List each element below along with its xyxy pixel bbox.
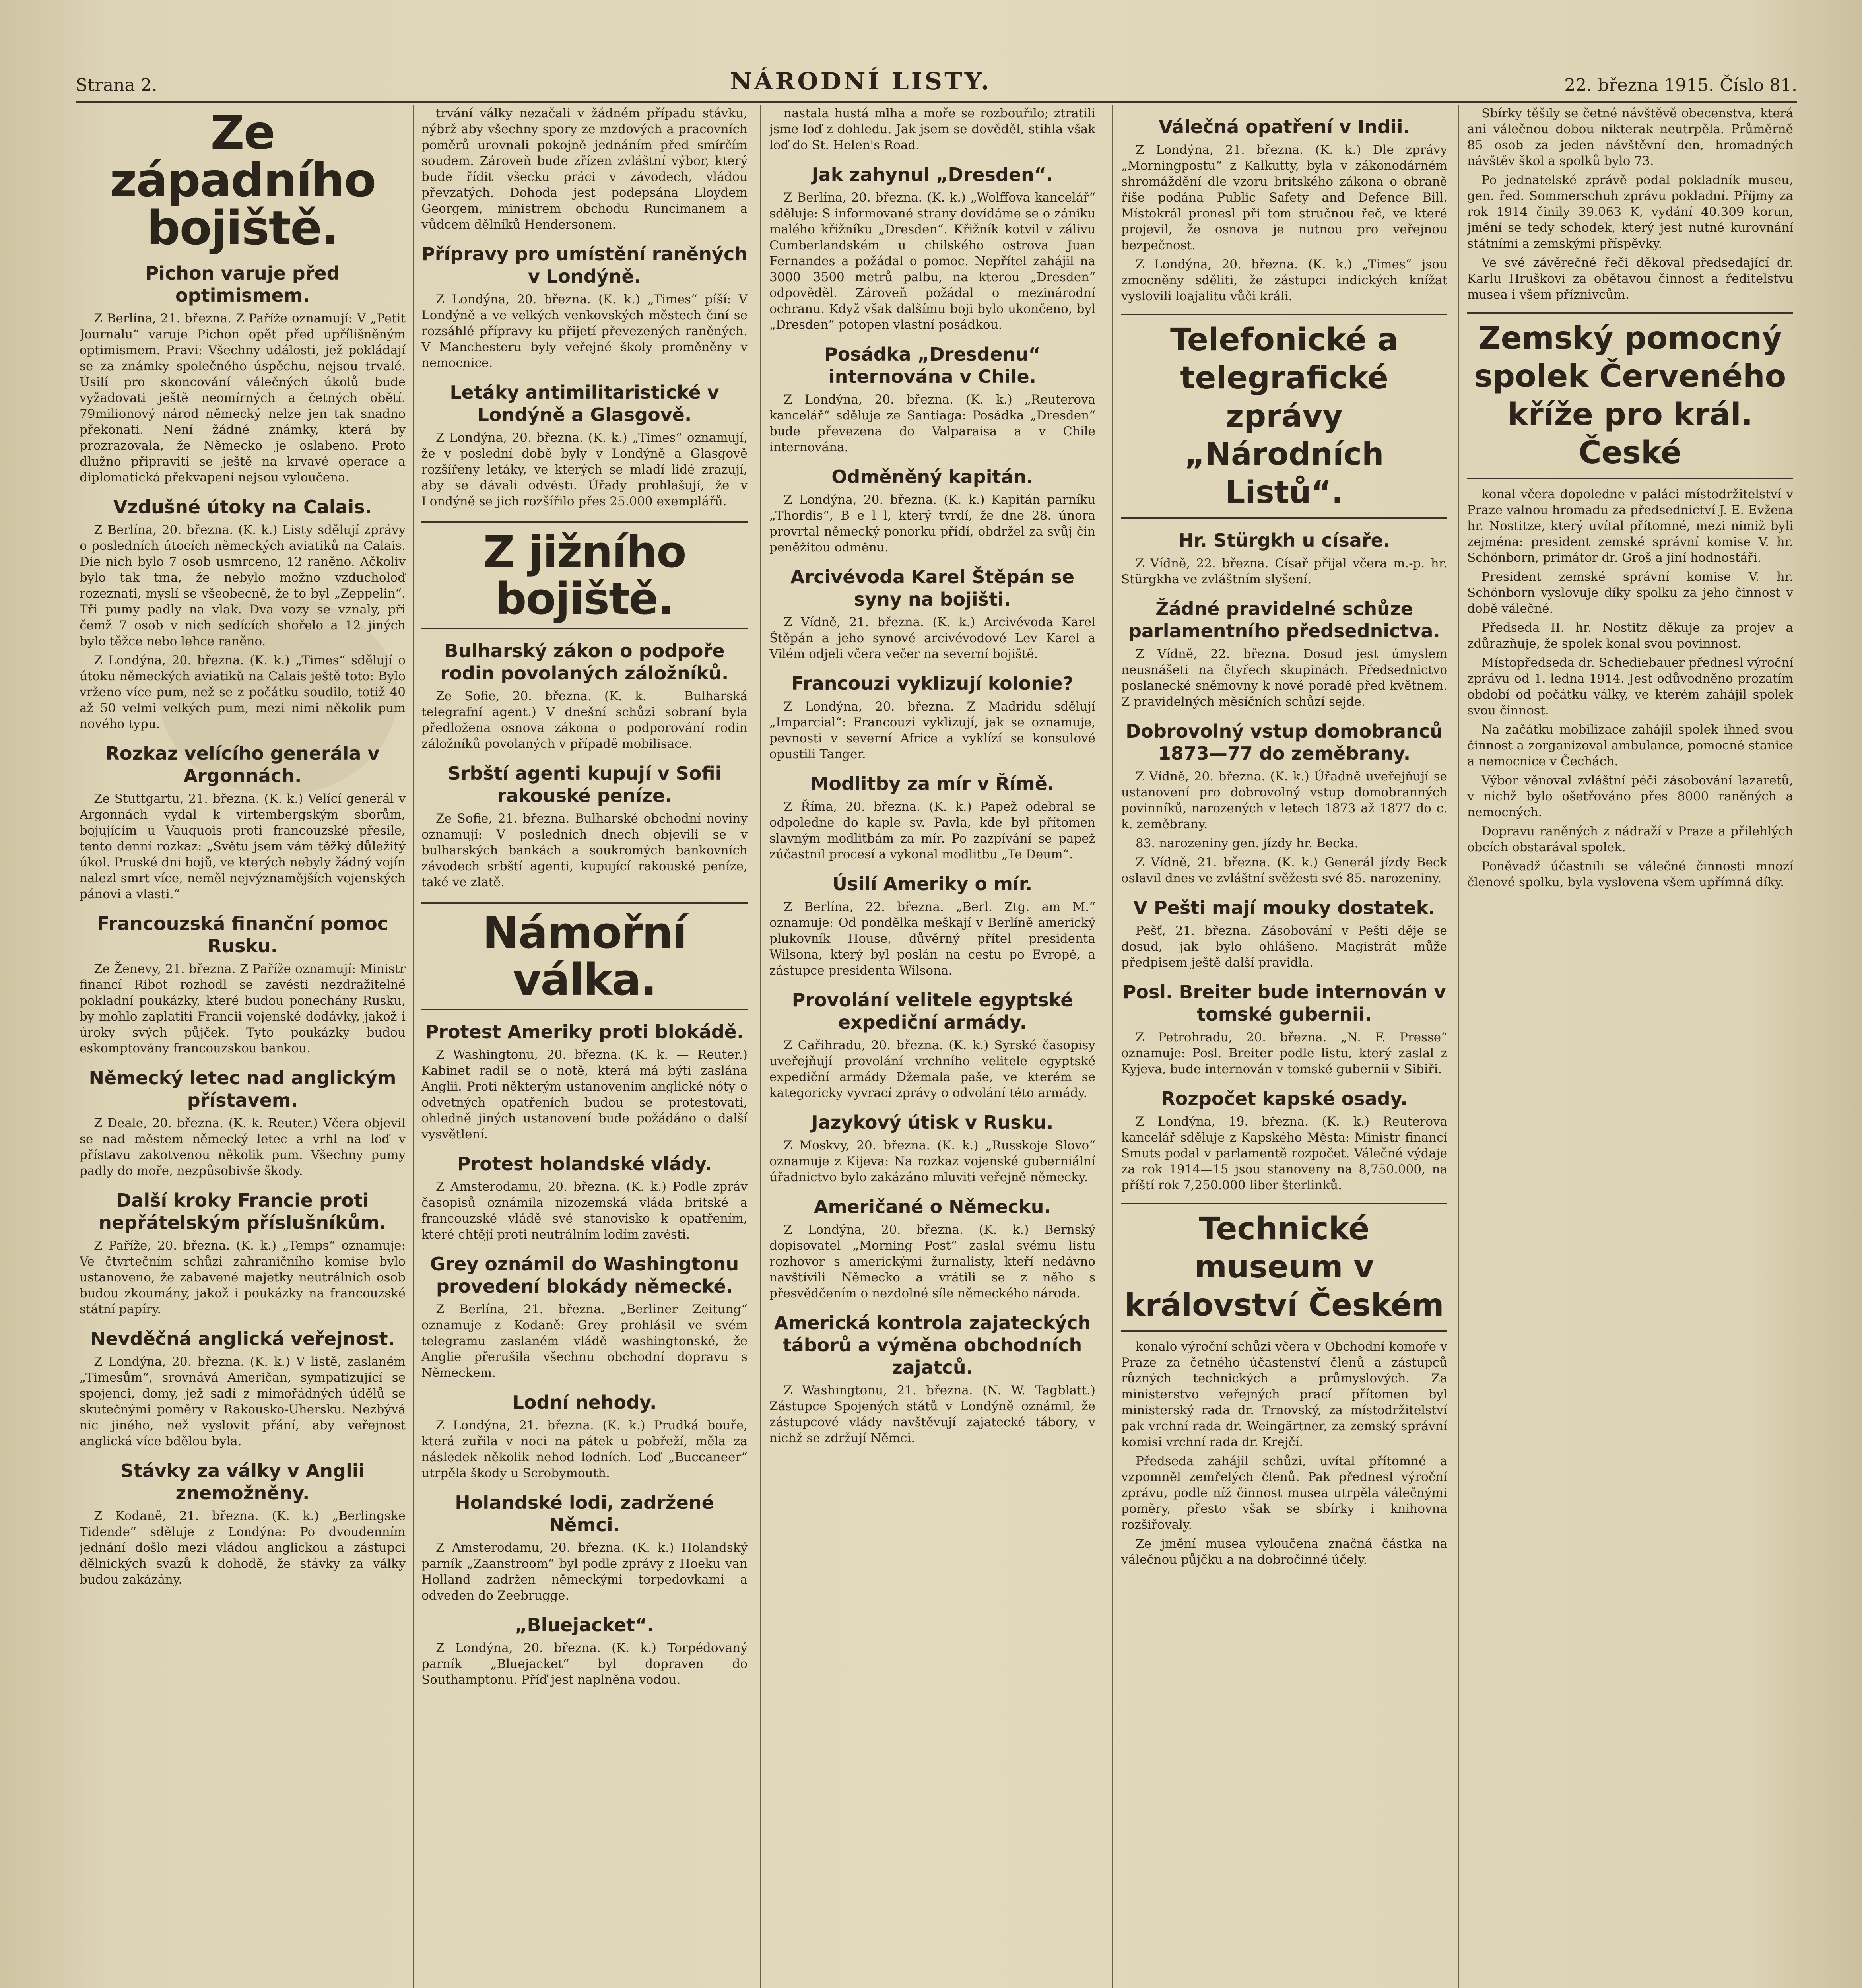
article-paragraph: Ze Ženevy, 21. března. Z Paříže oznamují: Ministr financí Ribot rozhodl se zavésti nezdražitelné pokladní poukázky, které budou ponechány Rusku, by mohlo zaplatiti Francii vojenské dodávky, jakož i úroky svých půjček. Tyto poukázky budou eskomptovány francouzskou bankou. — [80, 962, 406, 1056]
article-headline: Stávky za války v Anglii znemožněny. — [120, 1460, 365, 1504]
article-headline: Bulharský zákon o podpoře rodin povolaných záložníků. — [440, 640, 729, 684]
article-paragraph: Ze jmění musea vyloučena značná částka na válečnou půjčku a na dobročinné účely. — [1121, 1537, 1447, 1567]
article-paragraph: Z Cařihradu, 20. března. (K. k.) Syrské časopisy uveřejňují provolání vrchního velitele egyptské expediční armády Džemala paše, ve kterém se kategoricky vyvrací zprávy o odvolání této armády. — [769, 1038, 1095, 1100]
article-headline: Protest holandské vlády. — [457, 1153, 712, 1175]
article-headline: Přípravy pro umístění raněných v Londýně. — [421, 243, 748, 287]
article-paragraph: Po jednatelské zprávě podal pokladník museu, gen. řed. Sommerschuh zprávu pokladní. Příjmy za rok 1914 činily 39.063 K, vydání 40.309 korun, jmění se tedy schodek, který jest nutné kurovnání státními a zemskými příspěvky. — [1467, 173, 1793, 251]
article-paragraph: Z Berlína, 22. března. „Berl. Ztg. am M.“ oznamuje: Od pondělka meškají v Berlíně americký plukovník House, důvěrný přítel presidenta Wilsona, který byl poslán na cestu po Evropě, a zástupce presidenta Wilsona. — [769, 900, 1095, 978]
article-headline: Rozpočet kapské osady. — [1161, 1088, 1408, 1109]
article-paragraph: Z Berlína, 20. března. (K. k.) „Wolffova kancelář“ sděluje: S informované strany dovídáme se o zániku malého křižníku „Dresden“. Křižník kotvil v zálivu Cumberlandském u chilského ostrova Juan Fernandes a požádal o pomoc. Nepřítel zahájil na 3000—3500 metrů palbu, na kterou „Dresden“ odpověděl. Zároveň požádal o mezinárodní ochranu. Když však dalšímu boji bylo ukončeno, byl „Dresden“ potopen vlastní posádkou. — [769, 190, 1095, 332]
article-paragraph: Z Washingtonu, 20. března. (K. k. — Reuter.) Kabinet radil se o notě, která má býti zaslána Anglii. Proti některým ustanovením anglické nóty o odvetných opatřeních budou se protestovati, ohledně jiných ustanovení bude požádáno o další vysvětlení. — [421, 1048, 748, 1142]
article-headline: Odměněný kapitán. — [831, 466, 1033, 487]
article-headline: Hr. Stürgkh u císaře. — [1178, 530, 1390, 551]
section-title: Námořní válka. — [421, 902, 748, 1010]
article-paragraph: Z Londýna, 19. března. (K. k.) Reuterova kancelář sděluje z Kapského Města: Ministr financí Smuts podal v parlamentě rozpočet. Válečné výdaje za rok 1914—15 jsou stanoveny na 8,750.000, na příští rok 7,250.000 liber šterlinků. — [1121, 1114, 1447, 1192]
article-paragraph: Místopředseda dr. Schediebauer přednesl výroční zprávu od 1. ledna 1914. Jest odůvodněno prozatím období od počátku války, ve kterém zahájil spolek svou činnost. — [1467, 656, 1793, 718]
article-paragraph: Z Londýna, 20. března. (K. k.) „Reuterova kancelář“ sděluje ze Santiaga: Posádka „Dresden“ bude převezena do Valparaisa a v Chile internována. — [769, 392, 1095, 454]
article-paragraph: Z Petrohradu, 20. března. „N. F. Presse“ oznamuje: Posl. Breiter podle listu, který zaslal z Kyjeva, bude internován v tomské gubernii v Sibiři. — [1121, 1030, 1447, 1076]
section-banner: Telefonické a telegrafické zprávy „Národních Listů“. — [1121, 314, 1447, 519]
article-paragraph: Ze Stuttgartu, 21. března. (K. k.) Velící generál v Argonnách vydal k virtembergským sborům, bojujícím u Vauquois proti francouzské přesile, tento denní rozkaz: „Světu jsem vám těžký důležitý úkol. Pruské dni bojů, ve kterých nebyly žádný vojín nalezl smrt více, neměl nejvýznamějších vojenských pánovi a vlasti.“ — [80, 792, 406, 901]
article-headline: Válečná opatření v Indii. — [1159, 116, 1410, 138]
article-headline: Posádka „Dresdenu“ internována v Chile. — [824, 344, 1041, 387]
column-4 — [1121, 105, 1447, 1988]
article-paragraph: Z Londýna, 20. března. (K. k.) Kapitán parníku „Thordis“, B e l l, který tvrdí, že dne 28. února provrtal německý ponorku přídí, obdržel za svůj čin peněžitou odměnu. — [769, 493, 1095, 555]
article-paragraph: Z Londýna, 21. března. (K. k.) Prudká bouře, která zuřila v noci na pátek u pobřeží, měla za následek několik nehod lodních. Loď „Buccaneer“ utrpěla škody u Scrobymouth. — [421, 1418, 748, 1480]
article-headline: Holandské lodi, zadržené Němci. — [455, 1492, 714, 1536]
masthead: NÁRODNÍ LISTY. — [730, 68, 992, 95]
article-paragraph: Ze Sofie, 21. března. Bulharské obchodní noviny oznamují: V posledních dnech objevili se v bulharských bankách a soukromých bankovních závodech srbští agenti, kupující rakouské peníze, také ve zlatě. — [421, 812, 748, 889]
article-headline: Provolání velitele egyptské expediční armády. — [792, 989, 1073, 1033]
article-headline: Jak zahynul „Dresden“. — [812, 164, 1053, 185]
article-paragraph: Z Kodaně, 21. března. (K. k.) „Berlingske Tidende“ sděluje z Londýna: Po dvoudenním jednání došlo mezi vládou anglickou a zástupci dělnických svazů k dohodě, že stávky za války budou zakázány. — [80, 1509, 406, 1587]
article-headline: Pichon varuje před optimismem. — [145, 262, 340, 306]
article-paragraph: Z Vídně, 21. března. (K. k.) Generál jízdy Beck oslavil dnes ve zvláštní svěžesti své 85. narozeniny. — [1121, 855, 1447, 885]
article-headline: Dobrovolný vstup domobranců 1873—77 do zeměbrany. — [1126, 720, 1443, 764]
article-paragraph: Z Londýna, 20. března. (K. k.) Bernský dopisovatel „Morning Post“ zaslal svému listu rozhovor s americkými žurnalisty, kteří nedávno navštívili Německo a vrátili se z něho s přesvědčením o nezdolné síle německého národa. — [769, 1223, 1095, 1301]
article-paragraph: Z Londýna, 20. března. Z Madridu sdělují „Imparcial“: Francouzi vyklizují, jak se oznamuje, pevnosti v severní Africe a vyklízí se konsulové opustili Tanger. — [769, 699, 1095, 761]
article-headline: Lodní nehody. — [512, 1392, 657, 1413]
section-title: Ze západního bojiště. — [109, 105, 376, 255]
article-paragraph: Na začátku mobilizace zahájil spolek ihned svou činnost a zorganizoval ambulance, pomocné stanice a nemocnice v Čechách. — [1467, 722, 1793, 769]
article-headline: Francouzi vyklizují kolonie? — [791, 673, 1074, 694]
article-paragraph: Z Paříže, 20. března. (K. k.) „Temps“ oznamuje: Ve čtvrtečním schůzi zahraničního komise bylo ustanoveno, že zabavené majetky neutrálních osob budou zkoumány, jakož i poukázky na francouzské státní papíry. — [80, 1239, 406, 1316]
issue-date: 22. března 1915. Číslo 81. — [1564, 75, 1797, 95]
article-headline: Úsilí Ameriky o mír. — [832, 873, 1033, 895]
column-2 — [421, 105, 748, 1988]
article-paragraph: Z Londýna, 21. března. (K. k.) Dle zprávy „Morningpostu“ z Kalkutty, byla v zákonodárném shromáždění dle vzoru britského zákona o obraně říše podána Public Safety and Defence Bill. Místokrál pronesl při tom stručnou řeč, ve které projevil, že osnova je nutnou pro veřejnou bezpečnost. — [1121, 143, 1447, 252]
article-headline: Posl. Breiter bude internován v tomské gubernii. — [1122, 981, 1446, 1025]
article-paragraph: Předseda II. hr. Nostitz děkuje za projev a zdůrazňuje, že spolek konal svou povinnost. — [1467, 621, 1793, 651]
article-paragraph: Z Deale, 20. března. (K. k. Reuter.) Včera objevil se nad městem německý letec a vrhl na loď v přístavu zakotvenou několik pum. Všechny pumy padly do moře, nezpůsobivše škody. — [80, 1116, 406, 1178]
article-paragraph: Z Vídně, 22. března. Dosud jest úmyslem neusnášeti na čtyřech skupinách. Předsednictvo poslanecké sněmovny k nové poradě před květnem. Z pravidelných měsíčních schůzí sejde. — [1121, 647, 1447, 709]
article-headline: Letáky antimilitaristické v Londýně a Glasgově. — [450, 382, 719, 425]
article-headline: Modlitby za mír v Římě. — [810, 773, 1054, 794]
article-paragraph: Z Vídně, 22. března. Císař přijal včera m.-p. hr. Stürgkha ve zvláštním slyšení. — [1121, 556, 1447, 586]
article-headline: Arcivévoda Karel Štěpán se syny na bojišti. — [790, 566, 1075, 610]
section-banner: Zemský pomocný spolek Červeného kříže pro král. České — [1467, 312, 1793, 479]
column-5 — [1467, 105, 1793, 1988]
article-paragraph: Z Říma, 20. března. (K. k.) Papež odebral se odpoledne do kaple sv. Pavla, kde byl přítomen slavným modlitbám za mír. Po zazpívání se papež zúčastnil procesí a vykonal modlitbu „Te Deum“. — [769, 800, 1095, 862]
article-headline: Nevděčná anglická veřejnost. — [90, 1328, 395, 1349]
article-paragraph: Z Washingtonu, 21. března. (N. W. Tagblatt.) Zástupce Spojených států v Londýně oznámil, že zástupcové vlády navštěvují zajatecké tábory, v nichž se zdržují Němci. — [769, 1383, 1095, 1445]
article-headline: Žádné pravidelné schůze parlamentního předsednictva. — [1128, 598, 1440, 642]
article-paragraph: Z Vídně, 21. března. (K. k.) Arcivévoda Karel Štěpán a jeho synové arcivévodové Lev Karel a Vilém odjeli včera večer na severní bojiště. — [769, 615, 1095, 661]
article-paragraph: Z Vídně, 20. března. (K. k.) Úřadně uveřejňují se ustanovení pro dobrovolný vstup domobranných povinníků, narozených v letech 1873 až 1877 do c. k. zeměbrany. — [1121, 769, 1447, 831]
article-paragraph: Výbor věnoval zvláštní péči zásobování lazaretů, v nichž bylo ošetřováno přes 8000 raněných a nemocných. — [1467, 773, 1793, 819]
article-paragraph: Z Amsterodamu, 20. března. (K. k.) Podle zpráv časopisů oznámila nizozemská vláda britské a francouzské vládě své stanovisko k opatřením, které chtějí proti neutrálním lodím zavésti. — [421, 1180, 748, 1242]
article-paragraph: Z Berlína, 20. března. (K. k.) Listy sdělují zprávy o posledních útocích německých aviatiků na Calais. Die nich bylo 7 osob usmrceno, 12 raněno. Ačkoliv bylo tak tma, že nebylo možno vzducholoď rozeznati, myslí se všeobecně, že to byl „Zeppelin“. Tři pumy padly na vlak. Dva vozy se vznaly, při čemž 7 osob v nich sedících shořelo a 12 jiných bylo těžce nebo lehce raněno. — [80, 523, 406, 648]
article-paragraph: President zemské správní komise V. hr. Schönborn vyslovuje díky spolku za jeho činnost v době válečné. — [1467, 570, 1793, 616]
article-paragraph: 83. narozeniny gen. jízdy hr. Becka. — [1136, 836, 1359, 850]
article-paragraph: Předseda zahájil schůzi, uvítal přítomné a vzpomněl zemřelých členů. Pak přednesl výroční zprávu, podle níž činnost musea utrpěla válečnými poměry, přesto však se sbírky i knihovna rozšiřovaly. — [1121, 1454, 1447, 1532]
article-paragraph: konal včera dopoledne v paláci místodržitelství v Praze valnou hromadu za předsednictví J. E. Evžena hr. Nostitze, který uvítal přítomné, mezi nimiž byli zejména: president zemské správní komise V. hr. Schönborn, primátor dr. Groš a jiní hodnostáři. — [1467, 487, 1793, 565]
column-divider — [760, 105, 761, 1988]
column-3 — [769, 105, 1095, 1988]
section-banner: Technické museum v království Českém — [1121, 1203, 1447, 1332]
article-headline: Americká kontrola zajateckých táborů a výměna obchodních zajatců. — [774, 1312, 1091, 1378]
column-divider — [413, 105, 414, 1988]
article-paragraph: Z Londýna, 20. března. (K. k.) V listě, zaslaném „Timesům“, srovnává Američan, sympatizující se spojenci, domy, jež sadí z mimořádných údělů se skutečnými poměry v Rakousko-Uhersku. Nezbývá nic jiného, než vyslovit přání, aby veřejnost anglická více bdělou byla. — [80, 1355, 406, 1448]
article-paragraph: Z Londýna, 20. března. (K. k.) Torpédovaný parník „Bluejacket“ byl dopraven do Southamptonu. Příď jest naplněna vodou. — [421, 1641, 748, 1687]
article-paragraph: Z Berlína, 21. března. „Berliner Zeitung“ oznamuje z Kodaně: Grey prohlásil ve svém telegramu zaslaném vládě washingtonské, že Anglie přerušila všechnu obchodní dopravu s Německem. — [421, 1302, 748, 1380]
article-paragraph: Z Londýna, 20. března. (K. k.) „Times“ jsou zmocněny sděliti, že zástupci indických knížat vyslovili loajalitu vůči králi. — [1121, 257, 1447, 303]
article-headline: Američané o Německu. — [814, 1196, 1051, 1217]
page-header — [76, 60, 1797, 103]
article-headline: „Bluejacket“. — [515, 1614, 654, 1636]
article-headline: Vzdušné útoky na Calais. — [113, 496, 372, 518]
column-divider — [1458, 105, 1459, 1988]
section-title: Z jižního bojiště. — [421, 521, 748, 629]
article-paragraph: konalo výroční schůzi včera v Obchodní komoře v Praze za četného účastenství členů a zástupců různých technických a průmyslových. Za ministerstvo veřejných prací přítomen byl ministerský rada dr. Trnovský, za místodržitelství pak vrchní rada dr. Weingärtner, za zemský správní komisi vrchní rada dr. Krejčí. — [1121, 1340, 1447, 1449]
article-headline: Srbští agenti kupují v Sofii rakouské peníze. — [447, 763, 722, 806]
article-paragraph: Z Londýna, 20. března. (K. k.) „Times“ sdělují o útoku německých aviatiků na Calais ještě toto: Bylo vrženo více pum, než se z počátku soudilo, totiž 40 až 50 velmi velkých pum, mezi nimi několik pum nového typu. — [80, 653, 406, 731]
article-paragraph: Pešť, 21. března. Zásobování v Pešti děje se dosud, jak bylo ohlášeno. Magistrát může předpisem ještě další pravidla. — [1121, 924, 1447, 970]
article-headline: Jazykový útisk v Rusku. — [811, 1112, 1054, 1133]
article-headline: Německý letec nad anglickým přístavem. — [89, 1067, 396, 1111]
article-paragraph: Dopravu raněných z nádraží v Praze a přilehlých obcích obstarával spolek. — [1467, 824, 1793, 854]
article-headline: Další kroky Francie proti nepřátelským příslušníkům. — [99, 1190, 386, 1233]
column-1 — [80, 105, 406, 1988]
article-paragraph: Ve své závěrečné řeči děkoval předsedající dr. Karlu Hruškovi za obětavou činnost a ředitelstvu musea i všem příznivcům. — [1467, 256, 1793, 302]
article-paragraph: Z Berlína, 21. března. Z Paříže oznamují: V „Petit Journalu“ varuje Pichon opět před upřílišněným optimismem. Pravi: Všechny události, jež pokládají se za známky společného úspěchu, nejsou trvalé. Úsilí pro skoncování válečných úkolů bude vyžadovati ještě neomírných a četných obětí. 79milionový národ německý nelze jen tak snadno překonati. Není žádné známky, která by prozrazovala, že Německo je oslabeno. Proto dlužno připraviti se ještě na krvavé operace a diplomatická překvapení nejsou vyloučena. — [80, 311, 406, 485]
article-headline: Protest Ameriky proti blokádě. — [425, 1021, 744, 1043]
article-paragraph: trvání války nezačali v žádném případu stávku, nýbrž aby všechny spory ze mzdových a pracovních poměrů urovnali pokojně jednáním před smírčím soudem. Zároveň bude zřízen zvláštní výbor, který bude řídit všecku práci v závodech, vládou převzatých. Dohoda jest podepsána Lloydem Georgem, ministrem obchodu Runcimanem a vůdcem dělníků Hendersonem. — [421, 106, 748, 232]
article-paragraph: Z Londýna, 20. března. (K. k.) „Times“ oznamují, že v poslední době byly v Londýně a Glasgově rozšířeny letáky, ve kterých se mladí lidé zrazují, aby se dávali odvésti. Úřady prohlašují, že v Londýně se jich rozšířilo přes 25.000 exemplářů. — [421, 431, 748, 509]
article-paragraph: Z Londýna, 20. března. (K. k.) „Times“ píší: V Londýně a ve velkých venkovských městech činí se rozsáhlé přípravy ku přijetí převezených raněných. V Manchesteru byly veřejné školy proměněny v nemocnice. — [421, 292, 748, 370]
column-divider — [1112, 105, 1113, 1988]
article-headline: Francouzská finanční pomoc Rusku. — [97, 913, 388, 957]
article-paragraph: Sbírky těšily se četné návštěvě obecenstva, která ani válečnou dobou nikterak neutrpěla. Průměrně 85 osob za jeden návštěvní den, hromadných návštěv škol a spolků bylo 73. — [1467, 106, 1793, 168]
article-paragraph: nastala hustá mlha a moře se rozbouřilo; ztratili jsme loď z dohledu. Jak jsem se dověděl, stihla však loď do St. Helen's Road. — [769, 106, 1095, 152]
article-headline: Rozkaz velícího generála v Argonnách. — [105, 743, 380, 786]
article-paragraph: Z Moskvy, 20. března. (K. k.) „Russkoje Slovo“ oznamuje z Kijeva: Na rozkaz vojenské guberniální úřadnictvo bylo zakázáno mluviti veřejně německy. — [769, 1138, 1095, 1184]
article-headline: Grey oznámil do Washingtonu provedení blokády německé. — [430, 1253, 739, 1297]
page-number: Strana 2. — [76, 75, 157, 95]
article-paragraph: Z Amsterodamu, 20. března. (K. k.) Holandský parník „Zaanstroom“ byl podle zprávy z Hoeku van Holland zadržen německými torpedovkami a odveden do Zeebrugge. — [421, 1541, 748, 1603]
article-paragraph: Poněvadž účastnili se válečné činnosti mnozí členové spolku, byla vyslovena všem upřímná díky. — [1467, 859, 1793, 889]
article-paragraph: Ze Sofie, 20. března. (K. k. — Bulharská telegrafní agent.) V dnešní schůzi sobraní byla předložena osnova zákona o podporování rodin záložníků povolaných v případě mobilisace. — [421, 689, 748, 751]
article-headline: V Pešti mají mouky dostatek. — [1133, 897, 1435, 918]
